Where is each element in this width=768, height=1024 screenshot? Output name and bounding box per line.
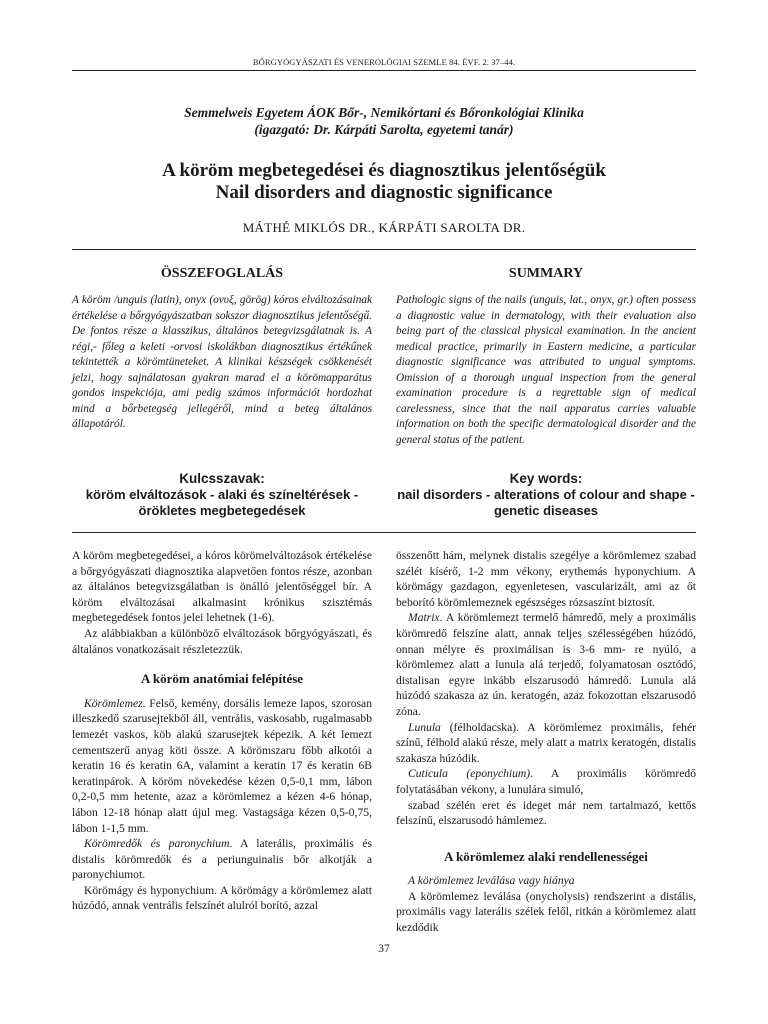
title-english: Nail disorders and diagnostic significance — [215, 182, 553, 203]
text-matrix: . A körömlemezt termelő hámredő, mely a proximális körömredő felszíne alatt, annak teljes szélességében húzódó, onnan mélyre és proximálisan is 3-6 mm- re nyúló, a körömlemez alatt a lunula alá terjedő, folyamatosan osztódó, distalisan egyre inkább elszarusodó hámredő. Lunula alá húzódó szakasza az ún. keratogén, azaz fokozottan elszarusodó zóna. — [396, 611, 696, 718]
paragraph-onycholysis: A körömlemez leválása (onycholysis) rendszerint a distális, proximális vagy laterális szélek felől, ritkán a körömlemez alatt kezdődik — [396, 889, 696, 935]
text-nail-plate: . Felső, kemény, dorsális lemeze lapos, szorosan illeszkedő szarusejtekből áll, ventrális, vaskosabb, rugalmasabb lemezét vaskos, köb alakú szarusejtek képezik. A két lemezt cementszerű anyag köti össze. A körömszaru főbb alkotói a keratin 16 és keratin 6A, valamint a keratin 17 és keratin 6B keratinpárok. A köröm növekedése kézen 0,5-0,1 mm, lábon 0,2-0,5 mm hetente, azaz a körömlemez a kézen 4-6 hónap, lábon 12-18 hónap alatt újul meg. Vastagsága kézen 0,5-0,75, lábon 1-1,5 mm. — [72, 696, 372, 835]
journal-header: BŐRGYÓGYÁSZATI ÉS VENEROLÓGIAI SZEMLE 84. ÉVF. 2. 37–44. — [252, 57, 516, 67]
institution-director: (igazgató: Dr. Kárpáti Sarolta, egyetemi tanár) — [254, 122, 514, 137]
keywords-hu-text: köröm elváltozások - alaki és színeltérések - örökletes megbetegedések — [85, 487, 359, 518]
intro-paragraph-2: Az alábbiakban a különböző elváltozások bőrgyógyászati, és általános vonatkozásait részletezzük. — [72, 626, 372, 656]
term-lunula: Lunula — [408, 720, 441, 734]
title-hungarian: A köröm megbetegedései és diagnosztikus jelentőségük — [162, 160, 606, 181]
paragraph-hyponychium: összenőtt hám, melynek distalis szegélye a körömlemez szabad szélét kísérő, 1-2 mm vékony, erythemás hyponychium. A körömágy gazdagon, egyenletesen, vascularizált, ami az őt beborító körömlemeznek egészséges rózsaszínt biztosít. — [396, 549, 696, 609]
authors-rule — [72, 249, 696, 250]
authors: MÁTHÉ MIKLÓS DR., KÁRPÁTI SAROLTA DR. — [242, 220, 526, 235]
term-cuticula: Cuticula (eponychium) — [408, 767, 531, 781]
header-rule — [72, 70, 696, 71]
term-nail-plate: Körömlemez — [84, 696, 143, 710]
subheading-onycholysis: A körömlemez leválása vagy hiánya — [408, 874, 575, 888]
paragraph-matrix — [396, 610, 696, 719]
section-heading-anatomy: A köröm anatómiai felépítése — [140, 671, 304, 687]
intro-paragraph: A köröm megbetegedései, a kóros körömelváltozások értékelése a bőrgyógyászati diagnosztika alapvetően fontos része, azonban az általános betegvizsgálatban is önálló jelentőséggel bír. A köröm elváltozásai alkalmasint krónikus szisztémás megbetegedések fontos jelei lehetnek (1-6). — [72, 549, 372, 625]
text-lunula: (félholdacska). A körömlemez proximális, fehér színű, félhold alakú része, mely alatt a matrix keratogén, distalis szakasza húzódik. — [396, 720, 696, 765]
page-number: 37 — [378, 943, 390, 955]
body-column-right — [396, 548, 696, 936]
keywords-en-text: nail disorders - alterations of colour and shape - genetic diseases — [397, 487, 695, 518]
paragraph-paronychium — [72, 836, 372, 883]
paragraph-cuticula-cont: szabad szélén eret és ideget már nem tartalmazó, kettős felszínű, elszarusodó hámlemez. — [396, 798, 696, 828]
abstract-hu-heading: ÖSSZEFOGLALÁS — [160, 266, 284, 281]
text-paronychium: . A laterális, proximális és distalis körömredők és a periunguinalis bőr alkotják a paronychiumot. — [72, 837, 372, 882]
article-title — [72, 160, 696, 204]
keywords-rule — [72, 532, 696, 533]
paragraph-cuticula — [396, 766, 696, 797]
term-matrix: Matrix — [408, 611, 440, 625]
institution — [72, 104, 696, 138]
institution-name: Semmelweis Egyetem ÁOK Bőr-, Nemikórtani és Bőronkológiai Klinika — [184, 105, 584, 120]
paragraph-nail-bed: Körömágy és hyponychium. A körömágy a körömlemez alatt húzódó, annak ventrális felszínét alulról borító, azzal — [72, 883, 372, 913]
article-page — [72, 0, 696, 1024]
section-heading-shape: A körömlemez alaki rendellenességei — [444, 848, 648, 864]
abstract-hu-text: A köröm /unguis (latin), onyx (ονυξ, görög) kóros elváltozásainak értékelése a bőrgyógyászatban sokszor diagnosztikus jelentőségű. De fontos része a klasszikus, általános betegvizsgálatnak is. A régi,- főleg a keleti -orvosi iskolákban diagnosztikus értékűnek tekintették a körömtüneteket. A klinikai készségek csökkenését jelzi, hogy sajnálatosan gyakran marad el a körömapparátus gondos inspekciója, ami pedig számos információt hordozhat mind a bőrbetegség jellegéről, mind a beteg általános állapotáról. — [72, 294, 372, 430]
paragraph-lunula — [396, 720, 696, 767]
abstract-en-heading: SUMMARY — [508, 266, 584, 281]
body-column-left — [72, 548, 372, 914]
term-paronychium: Körömredők és paronychium — [84, 837, 230, 851]
text-cuticula: . A proximális körömredő folytatásában vékony, a lunulára simuló, — [396, 767, 696, 796]
paragraph-nail-plate — [72, 696, 372, 836]
abstract-en-text: Pathologic signs of the nails (unguis, lat., onyx, gr.) often possess a diagnostic value in dermatology, with their evaluation also being part of the classical physical examination. In the ancient medical practice, primarily in Eastern medicine, a particular diagnostic significance was attributed to ungual symptoms. Omission of a thorough ungual inspection from the general examination procedure is a regrettable sign of medical carelessness, since that the nail apparatus carries valuable information on both the specific dermatological disorder and the general status of the patient. — [396, 294, 696, 446]
keywords-en-heading: Key words: — [509, 471, 583, 486]
keywords-hu-heading: Kulcsszavak: — [179, 471, 265, 486]
